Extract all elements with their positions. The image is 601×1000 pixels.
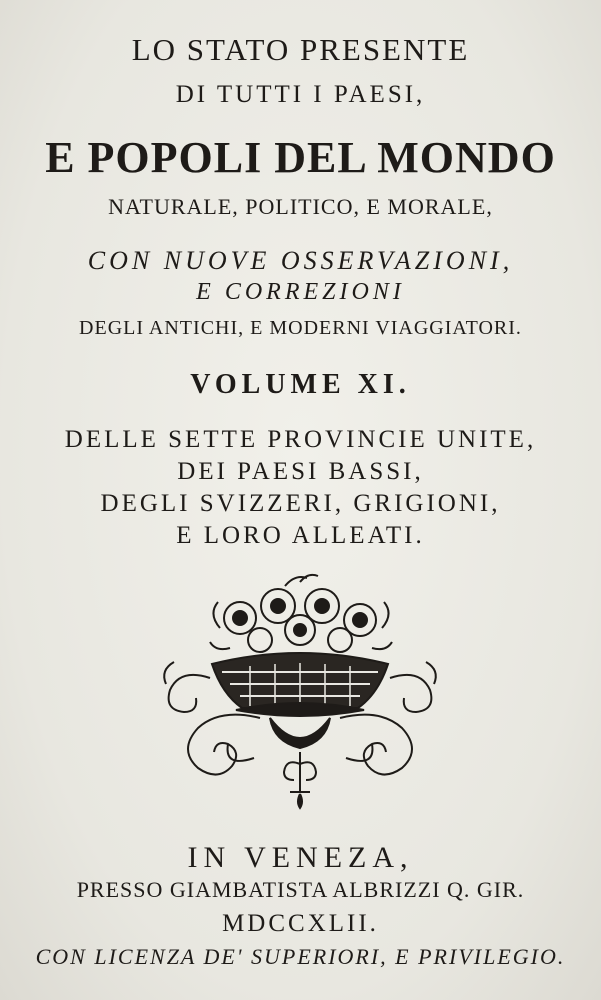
title-line-1: LO STATO PRESENTE — [131, 32, 470, 67]
flower-basket-vignette-icon — [150, 568, 450, 812]
travellers-line: DEGLI ANTICHI, E MODERNI VIAGGIATORI. — [79, 317, 522, 339]
italic-line-1: CON NUOVE OSSERVAZIONI, — [87, 246, 514, 275]
imprint-place: IN VENEZA, — [187, 841, 414, 874]
contents-line-4: E LORO ALLEATI. — [176, 522, 425, 549]
imprint-year: MDCCXLII. — [222, 910, 379, 937]
license-line: CON LICENZA DE' SUPERIORI, E PRIVILEGIO. — [35, 944, 566, 969]
title-line-2: DI TUTTI I PAESI, — [175, 81, 426, 108]
subtitle-line: NATURALE, POLITICO, E MORALE, — [108, 194, 493, 219]
imprint-printer: PRESSO GIAMBATISTA ALBRIZZI Q. GIR. — [76, 877, 525, 902]
italic-line-2: E CORREZIONI — [196, 279, 405, 305]
main-title: E POPOLI DEL MONDO — [45, 133, 556, 182]
contents-line-3: DEGLI SVIZZERI, GRIGIONI, — [100, 490, 501, 517]
contents-line-1: DELLE SETTE PROVINCIE UNITE, — [64, 426, 537, 453]
volume-number: VOLUME XI. — [190, 369, 411, 400]
contents-line-2: DEI PAESI BASSI, — [177, 458, 424, 485]
